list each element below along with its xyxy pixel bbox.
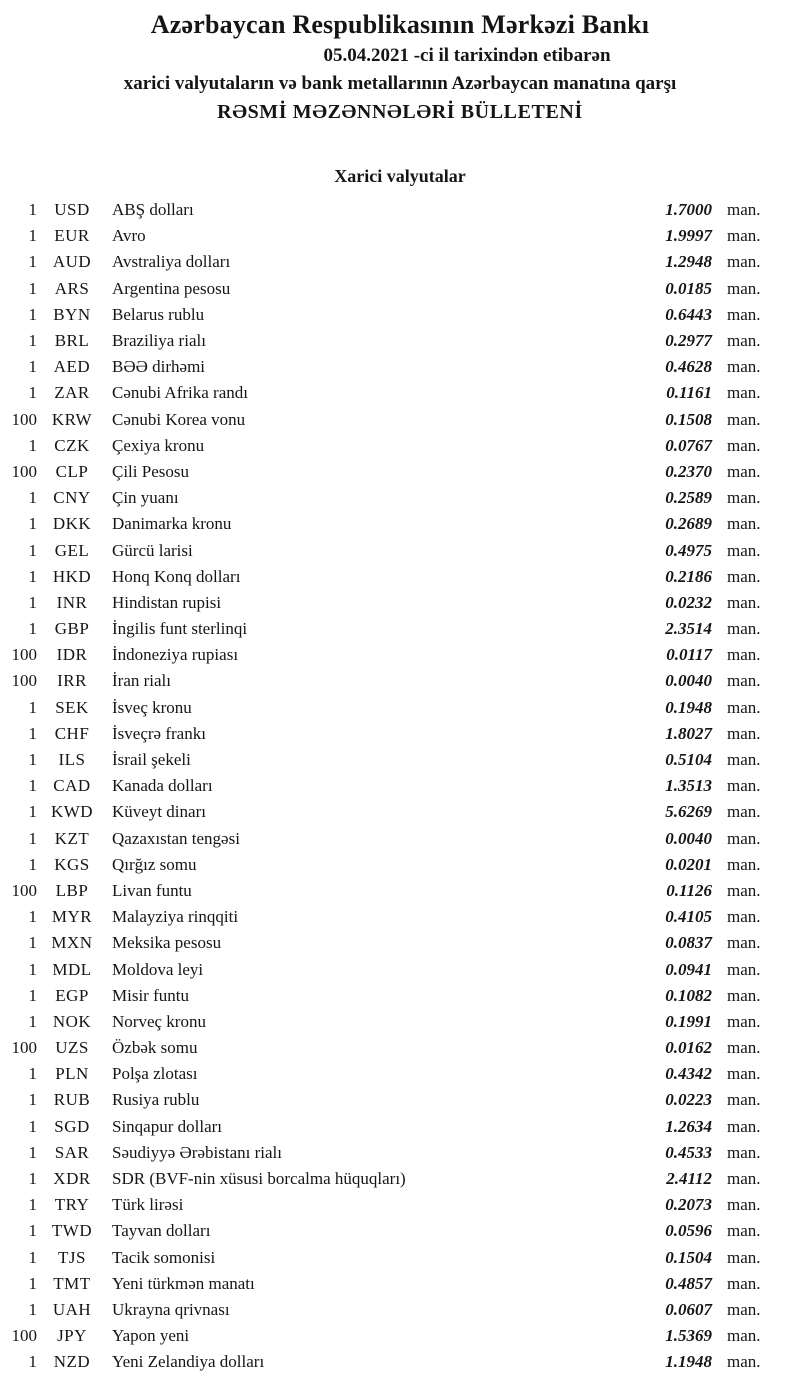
currency-code: EUR xyxy=(54,226,90,246)
rate-value: 0.2689 xyxy=(665,514,712,534)
rate-quantity: 1 xyxy=(28,383,37,403)
currency-code: NOK xyxy=(52,1011,92,1031)
unit-label: man. xyxy=(727,1195,761,1215)
currency-name: Küveyt dinarı xyxy=(112,802,206,822)
rate-value: 0.0162 xyxy=(665,1038,712,1058)
unit-label: man. xyxy=(727,880,761,900)
bank-title: Azərbaycan Respublikasının Mərkəzi Bankı xyxy=(150,10,650,39)
rate-row xyxy=(0,1297,800,1323)
rate-quantity: 1 xyxy=(28,435,37,455)
currency-name: ABŞ dolları xyxy=(112,200,194,220)
rate-value: 5.6269 xyxy=(665,802,712,822)
currency-code: NZD xyxy=(53,1352,91,1372)
currency-code: KWD xyxy=(50,802,94,822)
currency-code: LBP xyxy=(55,880,89,900)
unit-label: man. xyxy=(727,723,761,743)
currency-name: İsveç kronu xyxy=(112,697,192,717)
rate-value: 0.0201 xyxy=(665,854,712,874)
rate-quantity: 1 xyxy=(28,933,37,953)
rate-value: 0.0223 xyxy=(665,1090,712,1110)
currency-code: KZT xyxy=(54,828,90,848)
rate-row xyxy=(0,1245,800,1271)
rate-quantity: 1 xyxy=(28,1090,37,1110)
rate-quantity: 1 xyxy=(28,1116,37,1136)
rate-row xyxy=(0,302,800,328)
rate-quantity: 100 xyxy=(11,880,37,900)
rate-row xyxy=(0,1166,800,1192)
currency-name: Çili Pesosu xyxy=(112,461,189,481)
unit-label: man. xyxy=(727,1064,761,1084)
unit-label: man. xyxy=(727,1038,761,1058)
rate-value: 1.3513 xyxy=(665,776,712,796)
currency-name: Braziliya rialı xyxy=(112,331,206,351)
currency-code: IRR xyxy=(57,671,87,691)
unit-label: man. xyxy=(727,278,761,298)
rate-row xyxy=(0,1323,800,1349)
scope-line: xarici valyutaların və bank metallarının Azərbaycan manatına qarşı xyxy=(123,73,677,94)
rate-row xyxy=(0,1271,800,1297)
currency-name: Yeni Zelandiya dolları xyxy=(112,1352,265,1372)
rate-row xyxy=(0,668,800,694)
rate-value: 0.2589 xyxy=(665,488,712,508)
rate-value: 0.0232 xyxy=(665,592,712,612)
rate-quantity: 1 xyxy=(28,488,37,508)
rate-row xyxy=(0,878,800,904)
rate-row xyxy=(0,695,800,721)
currency-name: Meksika pesosu xyxy=(112,933,222,953)
currency-code: RUB xyxy=(53,1090,91,1110)
unit-label: man. xyxy=(727,802,761,822)
rate-quantity: 1 xyxy=(28,357,37,377)
currency-name: İndoneziya rupiası xyxy=(112,645,239,665)
currency-name: Ukrayna qrivnası xyxy=(112,1299,230,1319)
rate-value: 0.2977 xyxy=(665,331,712,351)
unit-label: man. xyxy=(727,750,761,770)
rate-value: 0.4533 xyxy=(665,1142,712,1162)
currency-code: UAH xyxy=(52,1299,92,1319)
unit-label: man. xyxy=(727,592,761,612)
unit-label: man. xyxy=(727,959,761,979)
rate-row xyxy=(0,721,800,747)
rate-quantity: 1 xyxy=(28,1169,37,1189)
rate-row xyxy=(0,1218,800,1244)
unit-label: man. xyxy=(727,383,761,403)
currency-name: Çexiya kronu xyxy=(112,435,205,455)
currency-name: Avstraliya dolları xyxy=(112,252,231,272)
rate-value: 0.0607 xyxy=(665,1299,712,1319)
unit-label: man. xyxy=(727,1299,761,1319)
currency-code: SGD xyxy=(54,1116,90,1136)
rate-quantity: 1 xyxy=(28,1195,37,1215)
unit-label: man. xyxy=(727,252,761,272)
rate-value: 1.2634 xyxy=(665,1116,712,1136)
rate-row xyxy=(0,904,800,930)
rate-quantity: 100 xyxy=(11,409,37,429)
rate-quantity: 1 xyxy=(28,304,37,324)
rate-row xyxy=(0,485,800,511)
rate-quantity: 1 xyxy=(28,566,37,586)
currency-code: ZAR xyxy=(54,383,90,403)
rate-row xyxy=(0,564,800,590)
unit-label: man. xyxy=(727,566,761,586)
unit-label: man. xyxy=(727,488,761,508)
rate-value: 0.4342 xyxy=(665,1064,712,1084)
unit-label: man. xyxy=(727,907,761,927)
currency-code: CZK xyxy=(54,435,90,455)
rate-row xyxy=(0,459,800,485)
rate-value: 0.4975 xyxy=(665,540,712,560)
unit-label: man. xyxy=(727,1247,761,1267)
currency-code: TMT xyxy=(53,1273,91,1293)
rate-row xyxy=(0,537,800,563)
section-title: Xarici valyutalar xyxy=(334,166,466,186)
currency-code: AUD xyxy=(52,252,92,272)
rate-row xyxy=(0,956,800,982)
rate-quantity: 1 xyxy=(28,278,37,298)
unit-label: man. xyxy=(727,828,761,848)
bulletin-title: RƏSMİ MƏZƏNNƏLƏRİ BÜLLETENİ xyxy=(217,101,583,123)
rate-row xyxy=(0,642,800,668)
currency-name: Belarus rublu xyxy=(112,304,205,324)
currency-name: Moldova leyi xyxy=(112,959,204,979)
unit-label: man. xyxy=(727,226,761,246)
unit-label: man. xyxy=(727,619,761,639)
currency-name: Tayvan dolları xyxy=(112,1221,211,1241)
rate-value: 0.1161 xyxy=(666,383,712,403)
unit-label: man. xyxy=(727,357,761,377)
rate-row xyxy=(0,1061,800,1087)
rate-value: 0.1948 xyxy=(665,697,712,717)
rate-row xyxy=(0,747,800,773)
currency-code: MYR xyxy=(51,907,93,927)
rate-row xyxy=(0,197,800,223)
unit-label: man. xyxy=(727,1273,761,1293)
rate-quantity: 1 xyxy=(28,331,37,351)
bulletin-header xyxy=(0,0,800,126)
rate-quantity: 1 xyxy=(28,514,37,534)
unit-label: man. xyxy=(727,331,761,351)
rate-quantity: 1 xyxy=(28,1221,37,1241)
currency-code: SAR xyxy=(54,1142,90,1162)
rate-value: 0.0596 xyxy=(665,1221,712,1241)
rate-row xyxy=(0,590,800,616)
rate-value: 0.0837 xyxy=(665,933,712,953)
rate-row xyxy=(0,1140,800,1166)
rate-row xyxy=(0,433,800,459)
rate-row xyxy=(0,276,800,302)
rate-quantity: 1 xyxy=(28,802,37,822)
currency-name: BƏƏ dirhəmi xyxy=(112,357,206,377)
rate-quantity: 1 xyxy=(28,1011,37,1031)
rate-row xyxy=(0,1009,800,1035)
rate-value: 0.0040 xyxy=(665,671,712,691)
rate-quantity: 1 xyxy=(28,723,37,743)
rate-row xyxy=(0,380,800,406)
rate-value: 0.0117 xyxy=(666,645,712,665)
currency-code: CLP xyxy=(55,461,89,481)
rate-quantity: 1 xyxy=(28,854,37,874)
currency-name: İsrail şekeli xyxy=(112,750,191,770)
rate-row xyxy=(0,1114,800,1140)
unit-label: man. xyxy=(727,1116,761,1136)
rate-quantity: 1 xyxy=(28,959,37,979)
rate-quantity: 1 xyxy=(28,252,37,272)
currency-code: UZS xyxy=(55,1038,89,1058)
unit-label: man. xyxy=(727,776,761,796)
currency-code: HKD xyxy=(52,566,92,586)
rate-row xyxy=(0,354,800,380)
currency-name: Qazaxıstan tengəsi xyxy=(112,828,240,848)
rate-quantity: 1 xyxy=(28,1064,37,1084)
rate-row xyxy=(0,773,800,799)
unit-label: man. xyxy=(727,854,761,874)
currency-name: Çin yuanı xyxy=(112,488,179,508)
rate-row xyxy=(0,1035,800,1061)
currency-name: SDR (BVF-nin xüsusi borcalma hüquqları) xyxy=(112,1169,406,1189)
rate-value: 0.2370 xyxy=(665,461,712,481)
currency-code: INR xyxy=(56,592,88,612)
rate-row xyxy=(0,799,800,825)
rate-value: 1.5369 xyxy=(665,1326,712,1346)
currency-name: İsveçrə frankı xyxy=(112,723,206,743)
rate-quantity: 1 xyxy=(28,776,37,796)
unit-label: man. xyxy=(727,1326,761,1346)
rate-value: 0.5104 xyxy=(665,750,712,770)
unit-label: man. xyxy=(727,409,761,429)
currency-code: XDR xyxy=(53,1169,91,1189)
currency-code: KGS xyxy=(54,854,90,874)
currency-code: IDR xyxy=(56,645,88,665)
rate-quantity: 1 xyxy=(28,828,37,848)
rate-quantity: 1 xyxy=(28,1273,37,1293)
rate-value: 1.8027 xyxy=(665,723,712,743)
currency-name: Türk lirəsi xyxy=(112,1195,184,1215)
rate-value: 0.1504 xyxy=(665,1247,712,1267)
rate-value: 2.4112 xyxy=(666,1169,712,1189)
rate-value: 0.4105 xyxy=(665,907,712,927)
currency-code: KRW xyxy=(51,409,93,429)
currency-code: MXN xyxy=(51,933,93,953)
rate-quantity: 1 xyxy=(28,540,37,560)
currency-name: Cənubi Korea vonu xyxy=(112,409,246,429)
currency-name: Livan funtu xyxy=(112,880,192,900)
rate-value: 1.1948 xyxy=(665,1352,712,1372)
unit-label: man. xyxy=(727,671,761,691)
currency-code: BYN xyxy=(53,304,91,324)
currency-name: Gürcü larisi xyxy=(112,540,193,560)
rate-quantity: 1 xyxy=(28,1299,37,1319)
rate-value: 0.4628 xyxy=(665,357,712,377)
rate-value: 1.9997 xyxy=(665,226,712,246)
currency-code: CNY xyxy=(53,488,91,508)
unit-label: man. xyxy=(727,1090,761,1110)
unit-label: man. xyxy=(727,304,761,324)
currency-name: Yapon yeni xyxy=(112,1326,190,1346)
rate-quantity: 1 xyxy=(28,907,37,927)
rate-quantity: 1 xyxy=(28,750,37,770)
currency-name: Malayziya rinqqiti xyxy=(112,907,239,927)
rate-value: 0.1508 xyxy=(665,409,712,429)
currency-name: Kanada dolları xyxy=(112,776,213,796)
rate-value: 1.7000 xyxy=(665,200,712,220)
rate-row xyxy=(0,328,800,354)
rate-value: 0.1082 xyxy=(665,985,712,1005)
rate-row xyxy=(0,511,800,537)
unit-label: man. xyxy=(727,514,761,534)
currency-name: Tacik somonisi xyxy=(112,1247,216,1267)
rate-row xyxy=(0,616,800,642)
unit-label: man. xyxy=(727,461,761,481)
rate-quantity: 1 xyxy=(28,1247,37,1267)
rate-value: 0.4857 xyxy=(665,1273,712,1293)
currency-name: Argentina pesosu xyxy=(112,278,231,298)
currency-name: Rusiya rublu xyxy=(112,1090,200,1110)
currency-code: ARS xyxy=(54,278,90,298)
rate-value: 0.0040 xyxy=(665,828,712,848)
currency-name: Polşa zlotası xyxy=(112,1064,198,1084)
effective-date-line: 05.04.2021 -ci il tarixindən etibarən xyxy=(323,45,611,66)
rates-table xyxy=(0,197,800,1375)
unit-label: man. xyxy=(727,1221,761,1241)
currency-code: TWD xyxy=(51,1221,93,1241)
currency-code: SEK xyxy=(55,697,89,717)
currency-code: EGP xyxy=(55,985,89,1005)
rate-row xyxy=(0,407,800,433)
rate-quantity: 100 xyxy=(11,1326,37,1346)
unit-label: man. xyxy=(727,645,761,665)
unit-label: man. xyxy=(727,1142,761,1162)
unit-label: man. xyxy=(727,697,761,717)
rate-value: 0.1126 xyxy=(666,880,712,900)
rate-row xyxy=(0,1192,800,1218)
unit-label: man. xyxy=(727,435,761,455)
rate-row xyxy=(0,249,800,275)
currency-code: DKK xyxy=(52,514,92,534)
currency-code: BRL xyxy=(54,331,90,351)
unit-label: man. xyxy=(727,200,761,220)
currency-code: CAD xyxy=(53,776,91,796)
rate-value: 0.2186 xyxy=(665,566,712,586)
currency-name: Avro xyxy=(112,226,146,246)
currency-code: GEL xyxy=(54,540,90,560)
currency-name: İngilis funt sterlinqi xyxy=(112,619,248,639)
unit-label: man. xyxy=(727,1011,761,1031)
currency-name: Hindistan rupisi xyxy=(112,592,222,612)
rate-row xyxy=(0,852,800,878)
currency-name: Səudiyyə Ərəbistanı rialı xyxy=(112,1142,282,1162)
rate-quantity: 1 xyxy=(28,619,37,639)
rate-value: 0.1991 xyxy=(665,1011,712,1031)
rate-quantity: 100 xyxy=(11,1038,37,1058)
currency-name: Honq Konq dolları xyxy=(112,566,241,586)
rate-quantity: 1 xyxy=(28,1142,37,1162)
rate-quantity: 1 xyxy=(28,1352,37,1372)
rate-quantity: 1 xyxy=(28,226,37,246)
rate-quantity: 1 xyxy=(28,200,37,220)
unit-label: man. xyxy=(727,1169,761,1189)
currency-name: İran rialı xyxy=(112,671,171,691)
rate-row xyxy=(0,826,800,852)
currency-code: TRY xyxy=(54,1195,90,1215)
currency-code: CHF xyxy=(54,723,90,743)
rate-row xyxy=(0,1087,800,1113)
rate-value: 0.6443 xyxy=(665,304,712,324)
rate-value: 0.0767 xyxy=(665,435,712,455)
currency-code: ILS xyxy=(58,750,86,770)
rate-row xyxy=(0,930,800,956)
currency-name: Misir funtu xyxy=(112,985,189,1005)
rate-quantity: 1 xyxy=(28,697,37,717)
currency-name: Özbək somu xyxy=(112,1038,198,1058)
currency-name: Sinqapur dolları xyxy=(112,1116,223,1136)
rate-quantity: 100 xyxy=(11,461,37,481)
currency-code: JPY xyxy=(57,1326,87,1346)
currency-name: Qırğız somu xyxy=(112,854,197,874)
rate-value: 2.3514 xyxy=(665,619,712,639)
rate-value: 0.2073 xyxy=(665,1195,712,1215)
unit-label: man. xyxy=(727,985,761,1005)
rate-value: 0.0185 xyxy=(665,278,712,298)
rate-value: 0.0941 xyxy=(665,959,712,979)
unit-label: man. xyxy=(727,933,761,953)
currency-code: USD xyxy=(54,200,90,220)
rate-row xyxy=(0,1349,800,1375)
rate-quantity: 100 xyxy=(11,645,37,665)
unit-label: man. xyxy=(727,1352,761,1372)
rate-value: 1.2948 xyxy=(665,252,712,272)
currency-code: PLN xyxy=(55,1064,89,1084)
rate-row xyxy=(0,223,800,249)
rate-quantity: 1 xyxy=(28,592,37,612)
currency-name: Yeni türkmən manatı xyxy=(112,1273,255,1293)
currency-code: MDL xyxy=(52,959,92,979)
currency-code: TJS xyxy=(58,1247,86,1267)
rate-quantity: 1 xyxy=(28,985,37,1005)
currency-name: Cənubi Afrika randı xyxy=(112,383,248,403)
currency-name: Norveç kronu xyxy=(112,1011,206,1031)
currency-name: Danimarka kronu xyxy=(112,514,232,534)
currency-code: GBP xyxy=(54,619,90,639)
rate-quantity: 100 xyxy=(11,671,37,691)
currency-code: AED xyxy=(53,357,91,377)
unit-label: man. xyxy=(727,540,761,560)
rate-row xyxy=(0,983,800,1009)
